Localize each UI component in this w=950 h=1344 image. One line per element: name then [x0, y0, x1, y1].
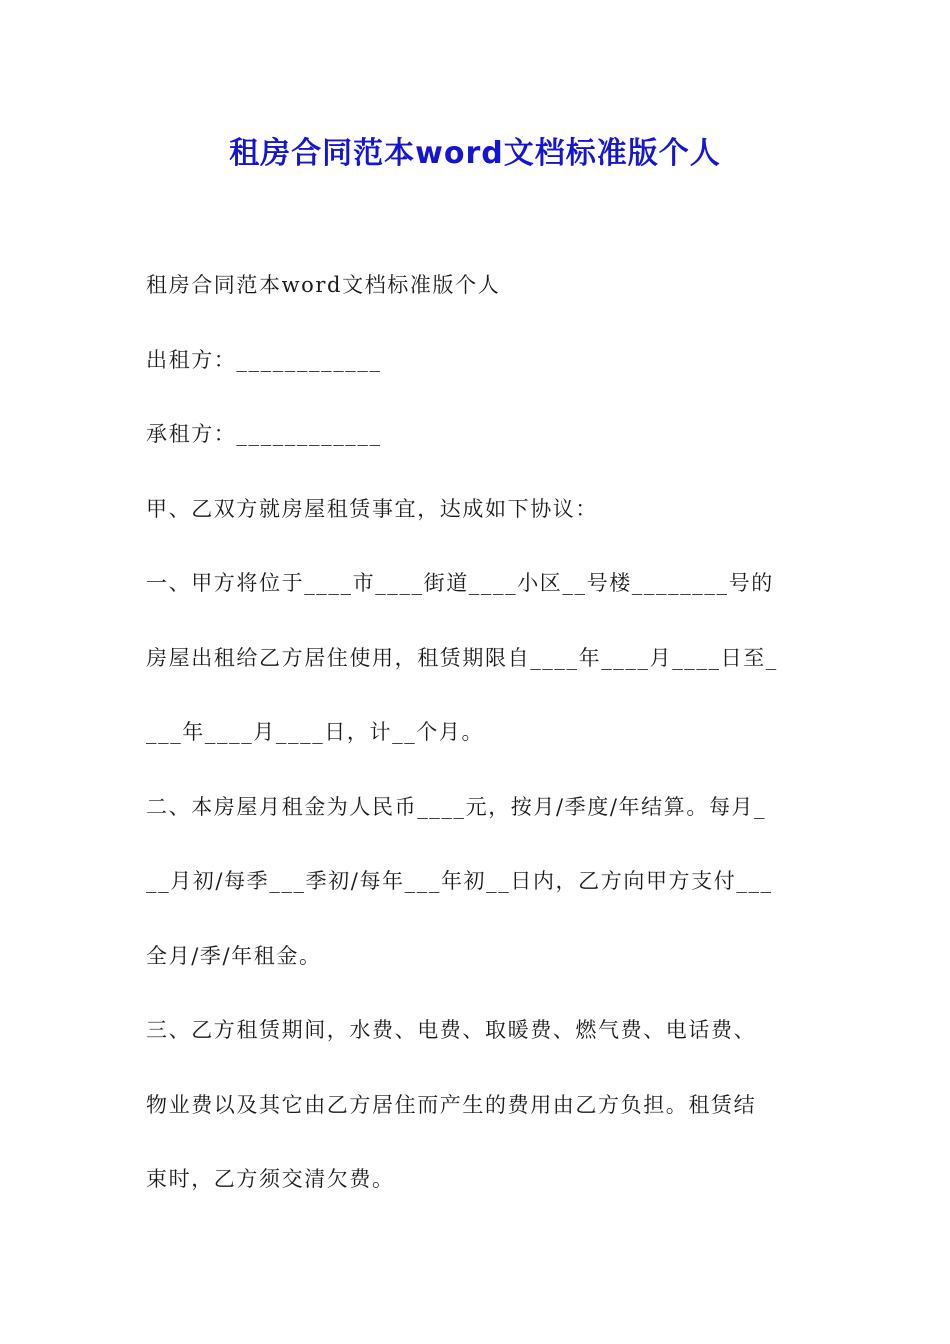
document-title: 租房合同范本word文档标准版个人: [229, 136, 721, 171]
body-line-clause-3-part-2: 物业费以及其它由乙方居住而产生的费用由乙方负担。租赁结: [146, 1092, 757, 1117]
body-line-clause-3-part-1: 三、乙方租赁期间，水费、电费、取暖费、燃气费、电话费、: [146, 1018, 757, 1042]
body-line-agreement-intro: 甲、乙双方就房屋租赁事宜，达成如下协议：: [146, 496, 598, 521]
body-line-clause-2-part-2: __月初/每季___季初/每年___年初__日内，乙方向甲方支付___: [146, 869, 773, 893]
body-line-clause-1-part-1: 一、甲方将位于____市____街道____小区__号楼________号的: [146, 571, 774, 595]
document-body: [146, 260, 810, 1229]
body-line-lessor: 出租方：____________: [146, 347, 382, 372]
body-line-subtitle: 租房合同范本word文档标准版个人: [146, 273, 501, 297]
body-line-clause-3-part-3: 束时，乙方须交清欠费。: [146, 1167, 395, 1191]
body-line-clause-2-part-1: 二、本房屋月租金为人民币____元，按月/季度/年结算。每月_: [146, 794, 767, 819]
body-line-clause-1-part-3: ___年____月____日，计__个月。: [146, 720, 485, 744]
body-line-clause-1-part-2: 房屋出租给乙方居住使用，租赁期限自____年____月____日至_: [146, 645, 778, 670]
body-line-lessee: 承租方：____________: [146, 422, 382, 446]
body-line-clause-2-part-3: 全月/季/年租金。: [146, 943, 322, 968]
